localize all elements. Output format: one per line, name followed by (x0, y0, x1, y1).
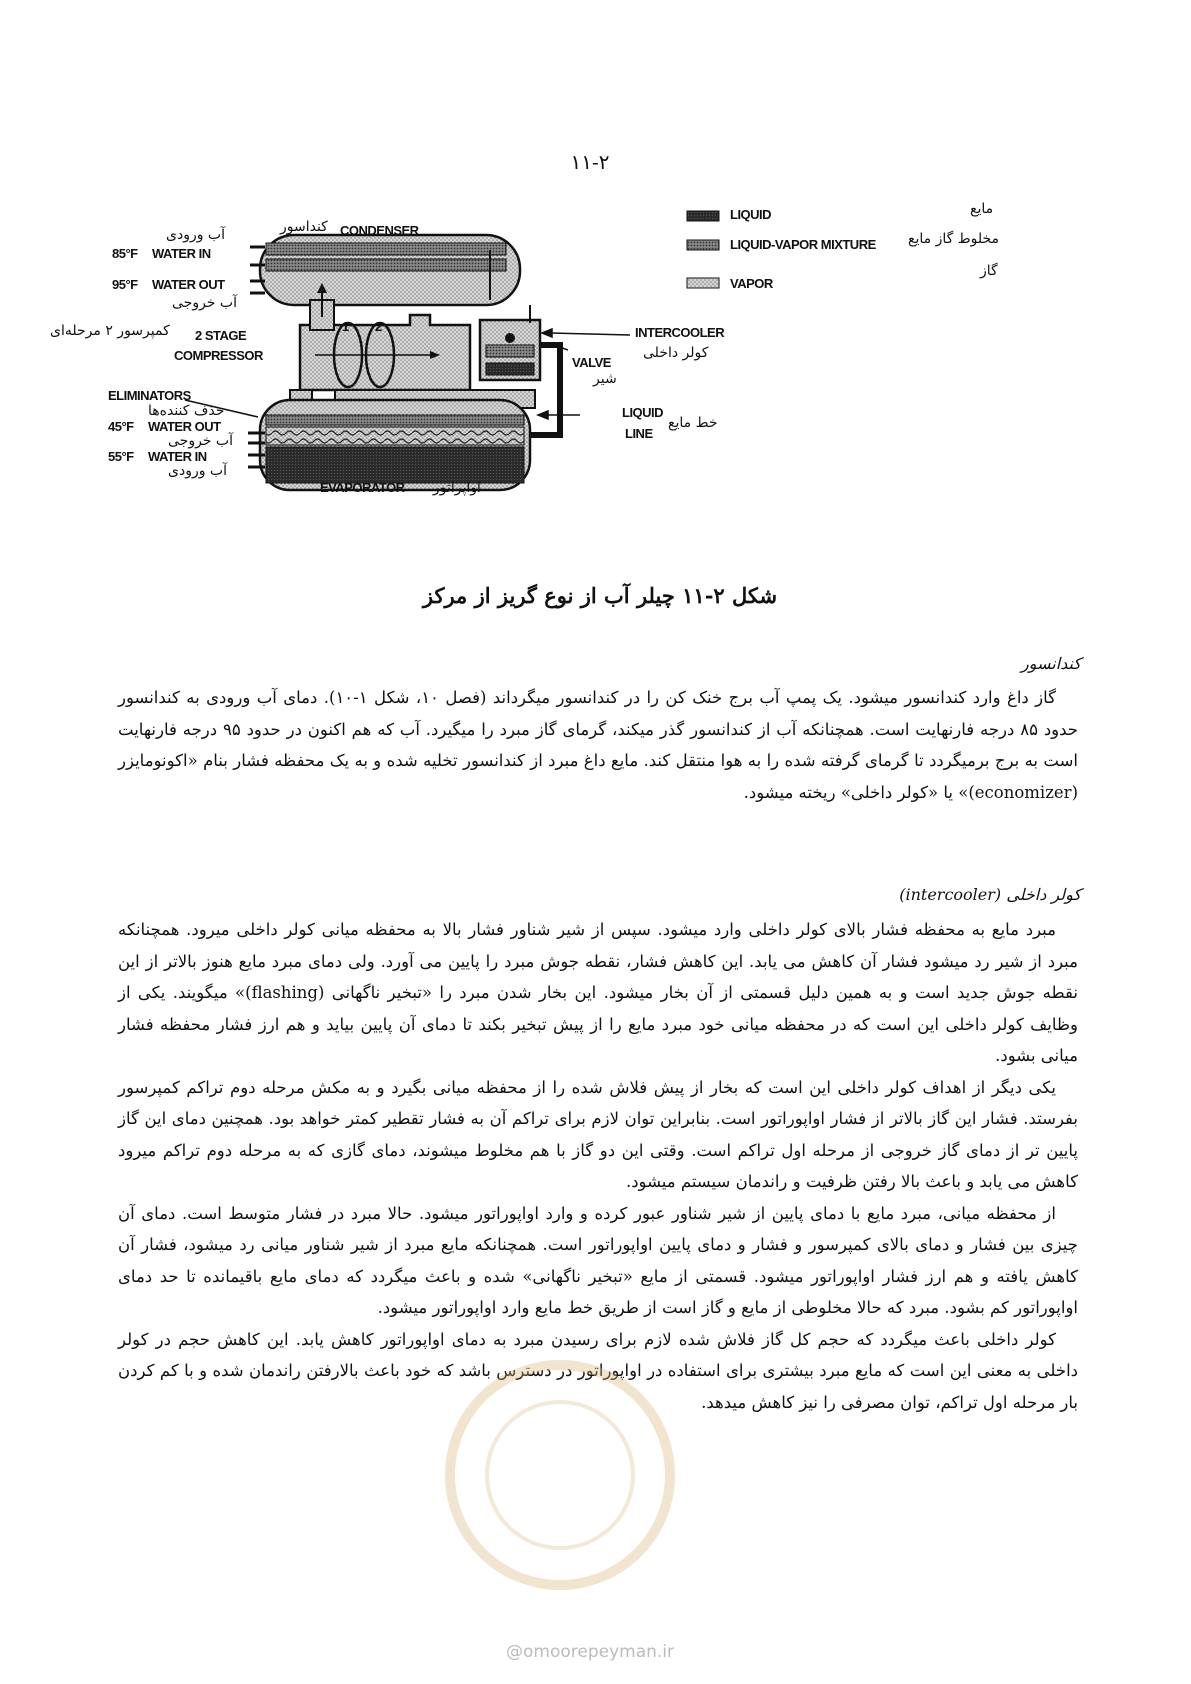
label-fa-water-out-bottom: آب خروجی (168, 433, 233, 449)
paragraph: یکی دیگر از اهداف کولر داخلی این است که بخار از پیش فلاش شده را از محفظه میانی بگیرد و به مکش مرحله دوم تراکم کمپرسور بفرستد. فشار این گاز بالاتر از فشار اواپوراتور است. بنابراین توان لازم برای تراکم آن به فشار تقطیر کمتر خواهد بود. همچنین دمای این گاز پایین تر از دمای گاز خروجی از مرحله اول تراکم است. وقتی این دو گاز با هم مخلوط میشوند، دمای گازی که به مرحله دوم تراکم میرود کاهش می یابد و باعث بالا رفتن ظرفیت و راندمان سیستم میشود. (118, 1077, 1078, 1191)
legend-swatch-vapor (687, 278, 719, 288)
legend-liquid-en: LIQUID (730, 207, 772, 222)
label-liquid-line-1: LIQUID (622, 405, 664, 420)
section-condenser-body (118, 682, 1078, 808)
section-intercooler-body (118, 914, 1078, 1418)
chiller-diagram (50, 201, 1110, 545)
legend-vapor-en: VAPOR (730, 276, 773, 291)
label-water-out-bottom: WATER OUT (148, 419, 221, 434)
label-temp-85: 85°F (112, 246, 138, 261)
paragraph: گاز داغ وارد کندانسور میشود. یک پمپ آب برج خنک کن را در کندانسور میگرداند (فصل ۱۰، شکل ۱-۱۰). دمای آب ورودی به کندانسور حدود ۸۵ درجه فارنهایت است. همچنانکه آب از کندانسور گذر میکند، گرمای گاز مبرد را میگیرد. آب که هم اکنون در حدود ۹۵ درجه فارنهایت است به برج برمیگردد تا گرمای گرفته شده را به هوا منتقل کند. مایع داغ مبرد از کندانسور تخلیه شده و به یک محفظه فشار بنام «اکونومایزر (economizer)» یا «کولر داخلی» ریخته میشود. (118, 688, 1078, 802)
label-stage-compressor-2: COMPRESSOR (174, 348, 263, 363)
evaporator (248, 400, 530, 490)
label-stage-compressor-1: 2 STAGE (195, 328, 247, 343)
watermark-site: @omoorepeyman.ir (505, 1642, 675, 1662)
label-fa-water-in-bottom: آب ورودی (168, 463, 227, 479)
paragraph: از محفظه میانی، مبرد مایع با دمای پایین از شیر شناور عبور کرده و وارد اواپوراتور میشود. حالا مبرد در فشار متوسط است. دمای آن چیزی بین فشار و دمای بالای کمپرسور و فشار و دمای پایین اواپوراتور است. همچنانکه مایع مبرد از شیر شناور میانی رد میشود، فشار آن کاهش یافته و هم ارز فشار اواپوراتور میشود. قسمتی از مایع «تبخیر ناگهانی» شده و باعث میگردد که دمای مایع باقیمانده تا حد دمای اواپوراتور کم بشود. مبرد که حالا مخلوطی از مایع و گاز است از طریق خط مایع وارد اواپوراتور میشود. (118, 1203, 1078, 1317)
label-fa-compressor: کمپرسور ۲ مرحله‌ای (50, 323, 170, 339)
page-number: ۱۱-۲ (570, 150, 610, 174)
condenser (250, 235, 520, 305)
label-evaporator: EVAPORATOR (320, 480, 405, 495)
label-water-in-bottom: WATER IN (148, 449, 207, 464)
legend-mixture-fa: مخلوط گاز مایع (908, 231, 1000, 247)
section-heading-condenser: کندانسور (1020, 654, 1081, 673)
label-fa-liquid-line: خط مایع (668, 415, 718, 431)
label-liquid-line-2: LINE (625, 426, 653, 441)
section-heading-intercooler: کولر داخلی (intercooler) (899, 885, 1081, 904)
label-valve: VALVE (572, 355, 611, 370)
label-stage-1: 1 (342, 319, 349, 334)
label-temp-45: 45°F (108, 419, 134, 434)
legend-swatch-mixture (687, 240, 719, 250)
label-fa-water-out-top: آب خروجی (172, 295, 237, 311)
legend-mixture-en: LIQUID-VAPOR MIXTURE (730, 237, 876, 252)
label-fa-evaporator: اواپراتور (433, 480, 481, 496)
paragraph: مبرد مایع به محفظه فشار بالای کولر داخلی وارد میشود. سپس از شیر شناور فشار بالا به محفظه میانی کولر داخلی میرود. همچنانکه مبرد از شیر رد میشود فشار آن کاهش می یابد. این کاهش فشار، نقطه جوش مبرد را پایین می آورد. ولی دمای مبرد مایع هنوز بالاتر از این نقطه جوش جدید است و به همین دلیل قسمتی از آن بخار میشود. این بخار شدن مبرد را «تبخیر ناگهانی (flashing)» میگویند. یکی از وظایف کولر داخلی این است که در محفظه میانی خود مبرد مایع را از پیش تبخیر بکند تا دمای آن پایین بیاید و هم ارز فشار محفظه فشار میانی بشود. (118, 920, 1078, 1065)
label-stage-2: 2 (375, 319, 382, 334)
watermark-seal-inner (485, 1400, 635, 1550)
label-temp-95: 95°F (112, 277, 138, 292)
figure-caption: شکل ۲-۱۱ چیلر آب از نوع گریز از مرکز (422, 583, 778, 608)
label-intercooler: INTERCOOLER (635, 325, 725, 340)
label-water-out-top: WATER OUT (152, 277, 225, 292)
label-fa-water-in-top: آب ورودی (166, 227, 225, 243)
legend-swatch-liquid (687, 211, 719, 221)
legend-liquid-fa: مایع (970, 201, 994, 217)
label-water-in-top: WATER IN (152, 246, 211, 261)
label-condenser: CONDENSER (340, 223, 419, 238)
paragraph: کولر داخلی باعث میگردد که حجم کل گاز فلاش شده لازم برای رسیدن مبرد به دمای اواپوراتور کاهش یابد. این کاهش حجم در کولر داخلی به معنی این است که مایع مبرد بیشتری برای استفاده در اواپوراتور در دسترس باشد که خود باعث بالارفتن راندمان شده و با کم کردن بار مرحله اول تراکم، توان مصرفی را نیز کاهش میدهد. (118, 1329, 1078, 1412)
label-fa-condenser: کنداسور (280, 219, 328, 235)
label-fa-valve: شیر (593, 371, 617, 387)
label-fa-eliminators: حذف کننده‌ها (148, 403, 225, 419)
watermark-seal (445, 1360, 675, 1590)
label-fa-intercooler: کولر داخلی (643, 345, 709, 361)
label-temp-55: 55°F (108, 449, 134, 464)
legend-vapor-fa: گاز (980, 263, 998, 279)
label-eliminators: ELIMINATORS (108, 388, 191, 403)
